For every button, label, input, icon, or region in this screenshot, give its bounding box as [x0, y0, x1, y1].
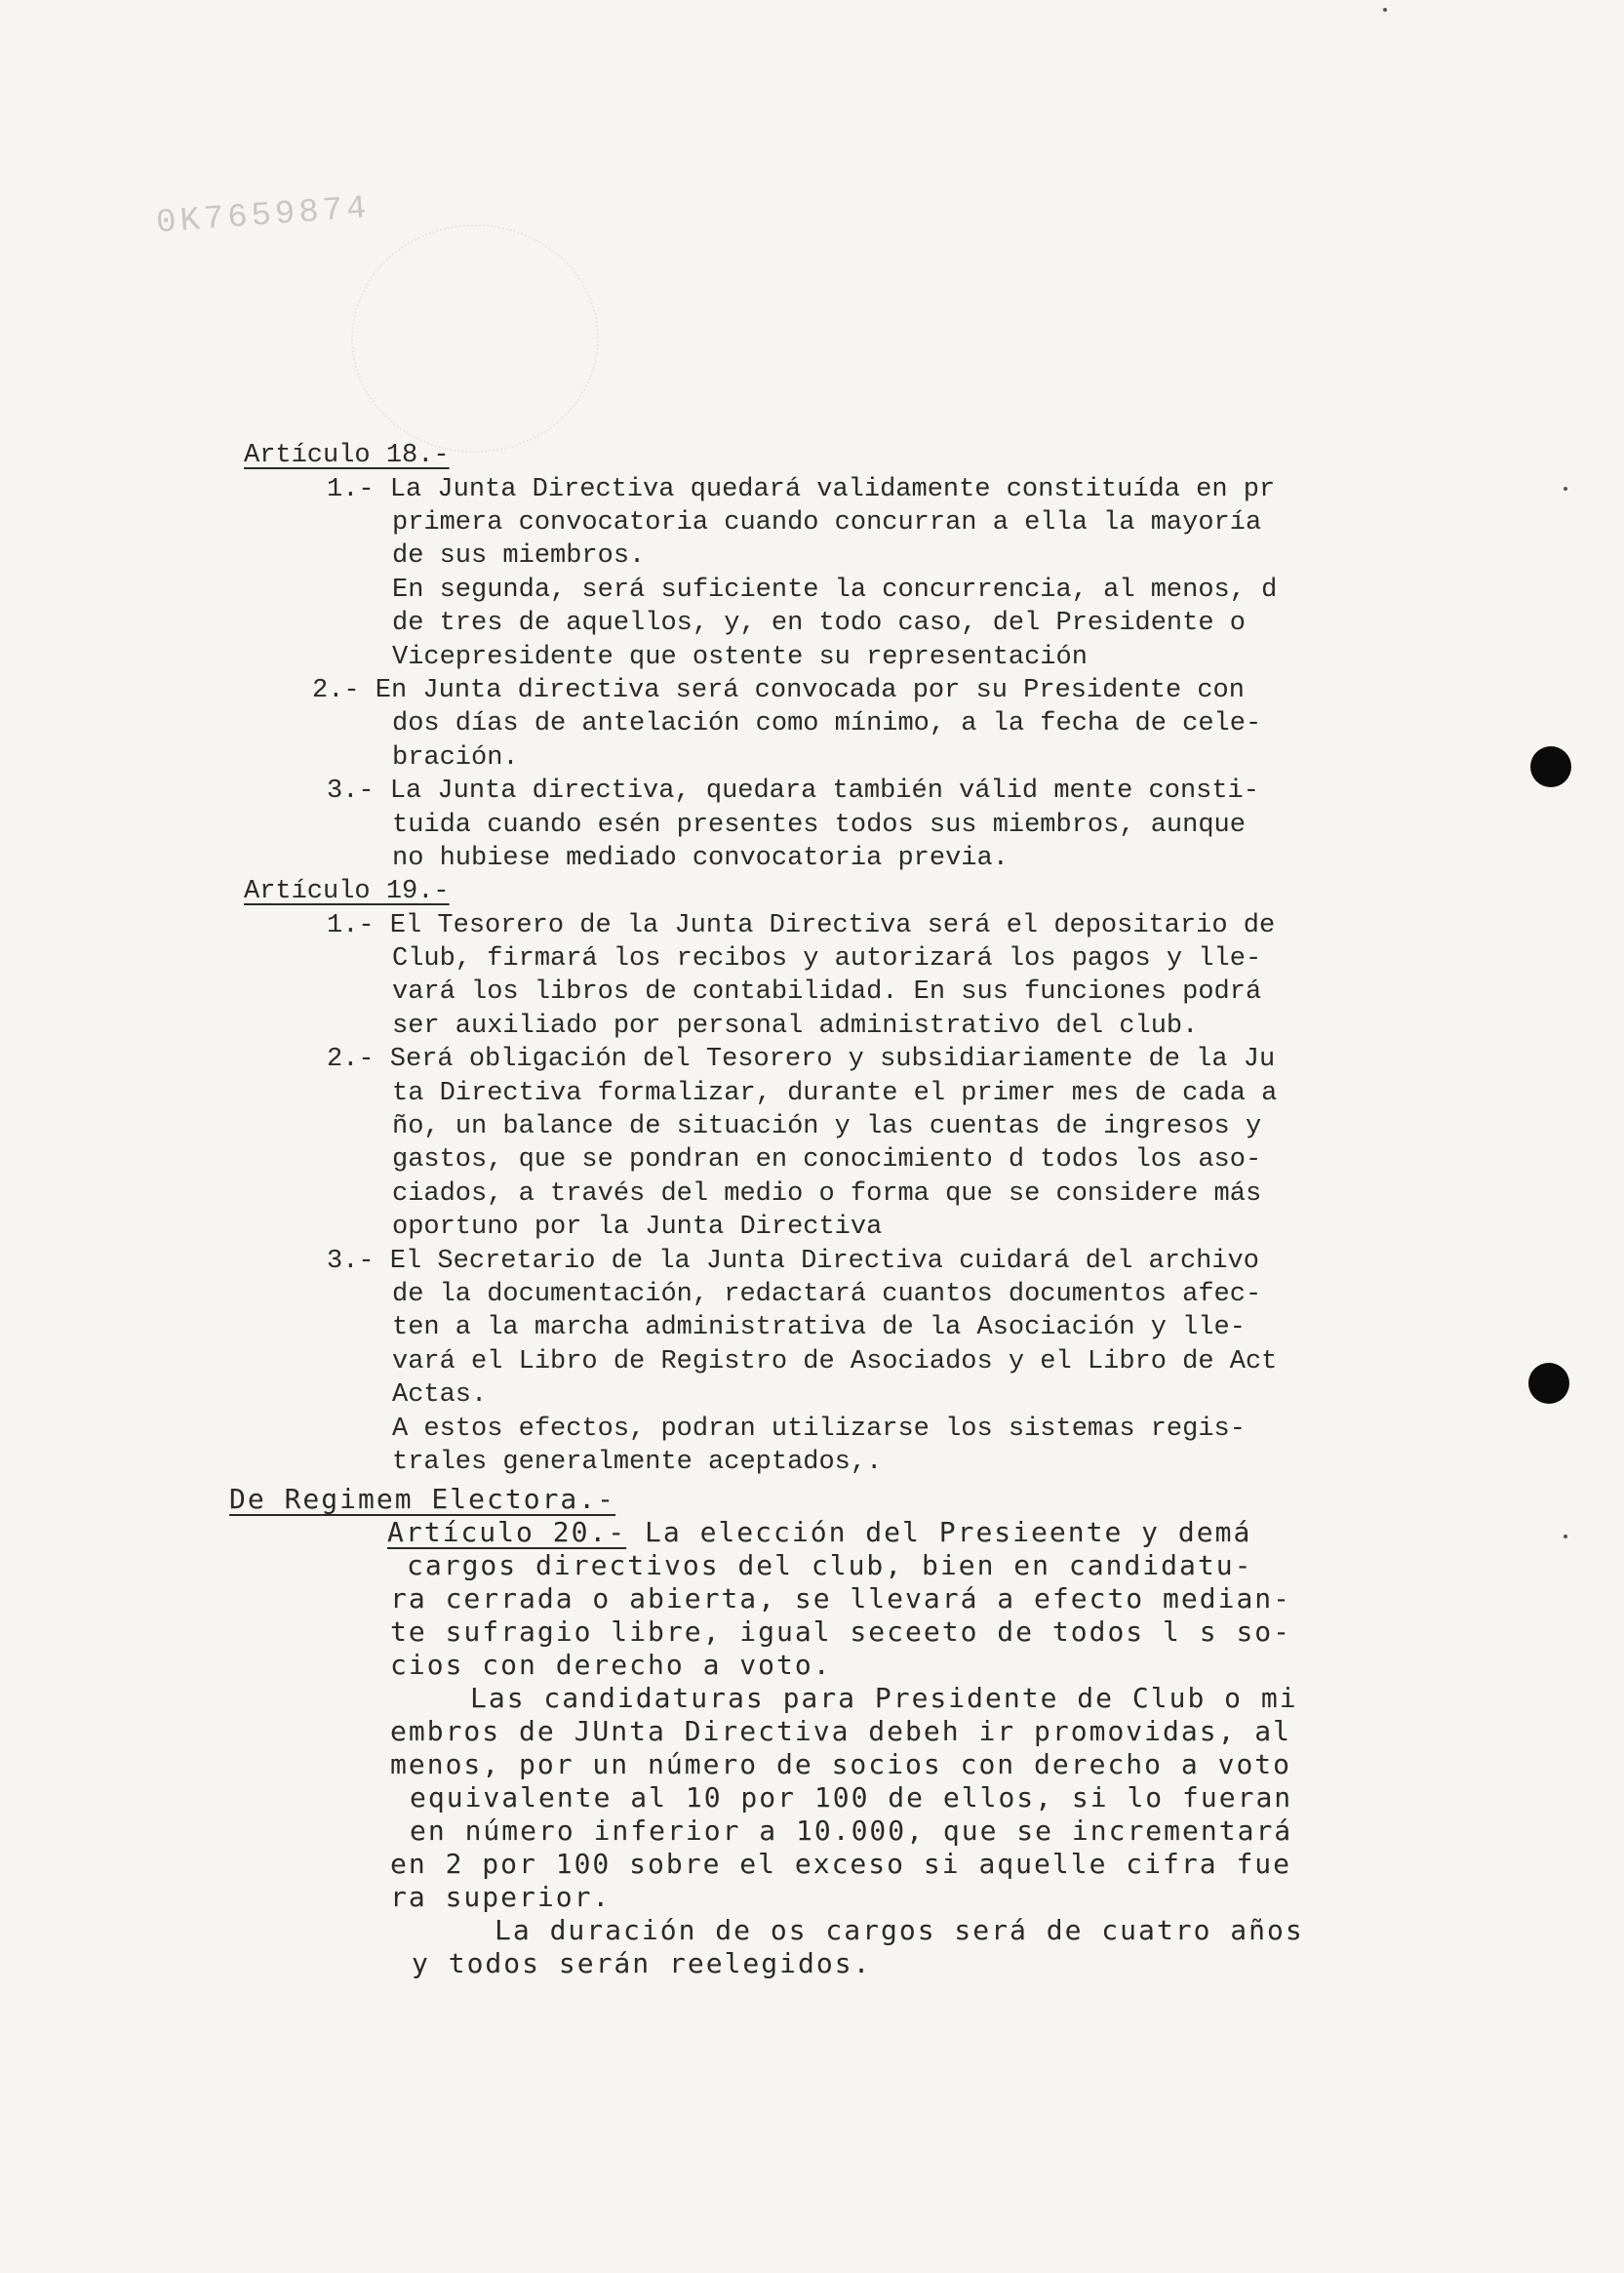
text-line: de sus miembros.	[392, 541, 646, 571]
text-line: Las candidaturas para Presidente de Club o mi	[470, 1682, 1298, 1714]
text-line: ser auxiliado por personal administrativo del club.	[392, 1012, 1199, 1041]
text-line: ño, un balance de situación y las cuentas de ingresos y	[392, 1112, 1262, 1141]
text-line: ciados, a través del medio o forma que se considere más	[392, 1179, 1262, 1209]
text-line: Actas.	[392, 1380, 488, 1410]
text-line: vará el Libro de Registro de Asociados y el Libro de Act	[392, 1347, 1278, 1376]
text-line: embros de JUnta Directiva debeh ir promovidas, al	[390, 1715, 1292, 1747]
speck	[1383, 8, 1387, 12]
text-line: 2.- En Junta directiva será convocada por su Presidente con	[312, 676, 1245, 705]
speck	[1564, 487, 1567, 491]
text-line: La duración de os cargos será de cuatro años	[495, 1914, 1304, 1946]
text-line: no hubiese mediado convocatoria previa.	[392, 844, 1009, 873]
text-line: 2.- Será obligación del Tesorero y subsidiariamente de la Ju	[327, 1045, 1276, 1074]
text-line: y todos serán reelegidos.	[412, 1947, 872, 1979]
text-line: 3.- La Junta directiva, quedara también válid mente consti-	[327, 777, 1259, 806]
text-line: primera convocatoria cuando concurran a ella la mayoría	[392, 508, 1262, 538]
text-line: ra cerrada o abierta, se llevará a efecto median-	[390, 1582, 1292, 1615]
punch-hole-top	[1530, 746, 1571, 787]
text-line: En segunda, será suficiente la concurrencia, al menos, d	[392, 576, 1278, 605]
text-line: menos, por un número de socios con derecho a voto	[390, 1748, 1292, 1780]
text-line: 3.- El Secretario de la Junta Directiva cuidará del archivo	[327, 1247, 1259, 1276]
faded-stamp: 0K7659874	[155, 190, 372, 243]
text-line: cios con derecho a voto.	[390, 1649, 832, 1681]
text-line: 1.- La Junta Directiva quedará validamente constituída en pr	[327, 475, 1276, 504]
text-line: Club, firmará los recibos y autorizará los pagos y lle-	[392, 944, 1262, 974]
text-line: en 2 por 100 sobre el exceso si aquelle cifra fue	[390, 1848, 1292, 1880]
text-line: equivalente al 10 por 100 de ellos, si lo fueran	[410, 1781, 1293, 1814]
speck	[1564, 1535, 1567, 1538]
article-20-first-line: La elección del Presieente y demá	[626, 1516, 1252, 1548]
text-line: gastos, que se pondran en conocimiento d todos los aso-	[392, 1145, 1262, 1175]
text-line: de tres de aquellos, y, en todo caso, del Presidente o	[392, 609, 1246, 638]
text-line: trales generalmente aceptados,.	[392, 1448, 883, 1477]
text-line: Vicepresidente que ostente su representación	[392, 643, 1088, 672]
article-20-heading: Artículo 20.-	[387, 1516, 627, 1548]
article-18-heading: Artículo 18.-	[244, 441, 450, 470]
text-line: ra superior.	[390, 1881, 612, 1913]
text-line: A estos efectos, podran utilizarse los sistemas regis-	[392, 1415, 1246, 1444]
text-line: en número inferior a 10.000, que se incrementará	[410, 1814, 1293, 1847]
text-line: 1.- El Tesorero de la Junta Directiva será el depositario de	[327, 911, 1276, 940]
text-line: te sufragio libre, igual seceeto de todos l s so-	[390, 1615, 1292, 1648]
punch-hole-bottom	[1528, 1363, 1569, 1404]
text-line: vará los libros de contabilidad. En sus funciones podrá	[392, 977, 1262, 1007]
text-line: oportuno por la Junta Directiva	[392, 1213, 883, 1242]
regimen-electoral-heading: De Regimem Electora.-	[229, 1483, 616, 1515]
faded-seal	[351, 224, 599, 453]
text-line: ten a la marcha administrativa de la Asociación y lle-	[392, 1313, 1246, 1342]
text-line: dos días de antelación como mínimo, a la fecha de cele-	[392, 709, 1262, 738]
text-line: bración.	[392, 743, 519, 773]
text-line: cargos directivos del club, bien en candidatu-	[407, 1549, 1253, 1581]
text-line: de la documentación, redactará cuantos documentos afec-	[392, 1280, 1262, 1309]
text-line: tuida cuando esén presentes todos sus miembros, aunque	[392, 811, 1246, 840]
text-line: ta Directiva formalizar, durante el primer mes de cada a	[392, 1079, 1278, 1108]
text-line	[387, 1516, 1251, 1549]
article-19-heading: Artículo 19.-	[244, 877, 450, 906]
